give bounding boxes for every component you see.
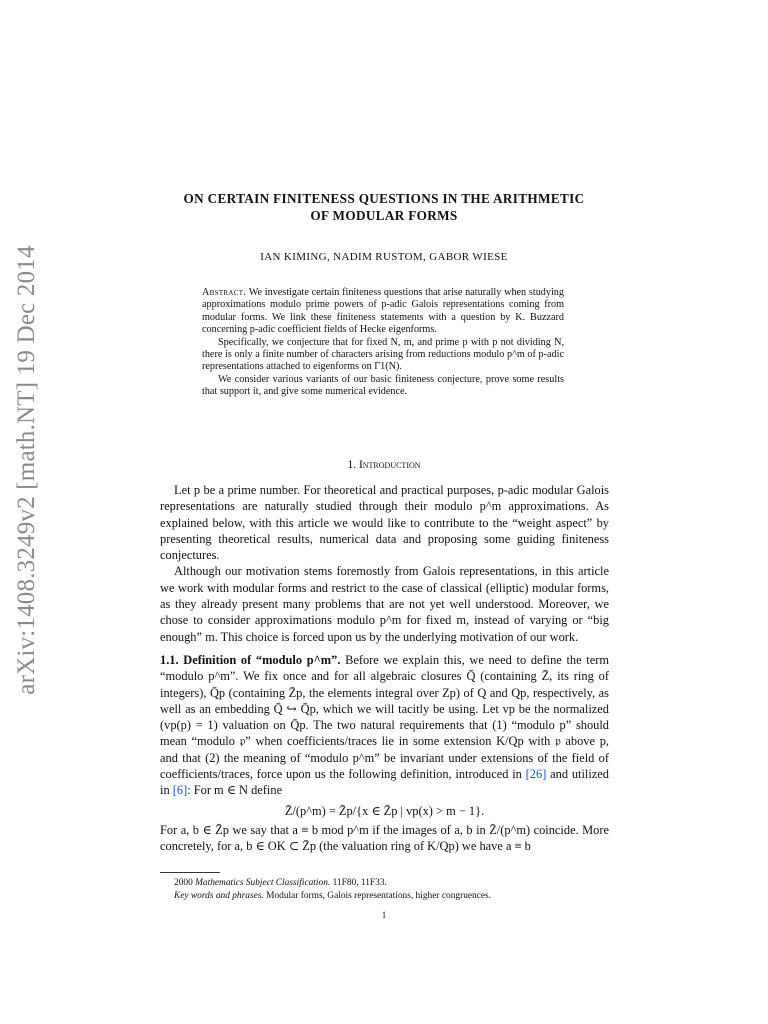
paragraph-3-text-b: and utilized in	[160, 767, 609, 798]
abstract-paragraph-2: Specifically, we conjecture that for fixed N, m, and prime p with p not dividing N, there is only a finite number of characters arising from reductions modulo p^m of p-adic representations attached to eigenforms on Γ1(N).	[202, 336, 564, 373]
paragraph-3-text-c: : For m ∈ N define	[187, 783, 283, 798]
arxiv-identifier: arXiv:1408.3249v2 [math.NT] 19 Dec 2014	[13, 245, 40, 695]
section-number: 1.	[347, 459, 357, 471]
title-line-2: OF MODULAR FORMS	[310, 208, 458, 223]
keywords-label: Key words and phrases.	[174, 891, 264, 901]
msc-label: Mathematics Subject Classification.	[195, 878, 331, 888]
msc-codes: 11F80, 11F33.	[332, 878, 387, 888]
citation-link-6[interactable]: [6]	[172, 783, 188, 798]
paper-title	[120, 190, 648, 224]
body-paragraph-4: For a, b ∈ Z̄p we say that a ≡ b mod p^m if the images of a, b in Z̄/(p^m) coincide. More concretely, for a, b ∈ OK ⊂ Z̄p (the valuation ring of K/Qp) we have a ≡ b	[160, 822, 609, 854]
subsection-number: 1.1.	[160, 652, 179, 667]
page-number: 1	[381, 910, 387, 920]
authors: IAN KIMING, NADIM RUSTOM, GABOR WIESE	[260, 251, 508, 263]
abstract-paragraph-1	[202, 287, 564, 337]
body-paragraph-3	[160, 652, 609, 799]
section-title: Introduction	[358, 459, 421, 471]
body-paragraph-2: Although our motivation stems foremostly from Galois representations, in this article we work with modular forms and restrict to the case of classical (elliptic) modular forms, as they already present many problems that are not yet well understood. Moreover, we chose to consider approximations modulo p^m for fixed m, instead of varying or “big enough” m. This choice is forced upon us by the underlying motivation of our work.	[160, 564, 609, 644]
title-line-1: ON CERTAIN FINITENESS QUESTIONS IN THE ARITHMETIC	[183, 191, 585, 206]
abstract-text-1: We investigate certain finiteness questions that arise naturally when studying approximations modulo prime powers of p-adic Galois representations coming from modular forms. We link these finiteness statements with a question by K. Buzzard concerning p-adic coefficient fields of Hecke eigenforms.	[202, 287, 564, 336]
arxiv-stamp	[6, 230, 48, 710]
footnote-msc	[160, 877, 609, 890]
abstract-heading: Abstract.	[202, 287, 247, 298]
display-equation: Z̄/(p^m) = Z̄p/{x ∈ Z̄p | vp(x) > m − 1}.	[284, 803, 485, 818]
footnote-keywords	[160, 890, 609, 903]
body-text	[160, 482, 609, 855]
abstract-paragraph-3: We consider various variants of our basic finiteness conjecture, prove some results that support it, and give some numerical evidence.	[202, 373, 564, 398]
citation-link-26[interactable]: [26]	[525, 767, 547, 782]
body-paragraph-1: Let p be a prime number. For theoretical and practical purposes, p-adic modular Galois representations are naturally studied through their modulo p^m approximations. As explained below, with this article we would like to contribute to the “weight aspect” by presenting theoretical results, numerical data and proposing some guiding finiteness conjectures.	[160, 483, 609, 563]
abstract	[202, 287, 564, 399]
paragraph-3-text: Before we explain this, we need to define the term “modulo p^m”. We fix once and for all algebraic closures Q̄ (containing Z̄, its ring of integers), Q̄p (containing Z̄p, the elements integral over Zp) of Q and Qp, respectively, as well as an embedding Q̄ ↪ Q̄p, which we will tacitly be using. Let vp be the normalized (vp(p) = 1) valuation on Q̄p. The two natural requirements that (1) “modulo p” should mean “modulo 𝔭” when coefficients/traces lie in some extension K/Qp with 𝔭 above p, and that (2) the meaning of “modulo p^m” be invariant under extensions of the field of coefficients/traces, force upon us the following definition, introduced in	[160, 652, 609, 782]
msc-year: 2000	[174, 878, 193, 888]
footnote-rule	[160, 872, 220, 873]
footnotes	[160, 877, 609, 903]
subsection-title: Definition of “modulo p^m”.	[183, 652, 341, 667]
keywords-text: Modular forms, Galois representations, higher congruences.	[266, 891, 492, 901]
section-heading	[160, 459, 608, 471]
